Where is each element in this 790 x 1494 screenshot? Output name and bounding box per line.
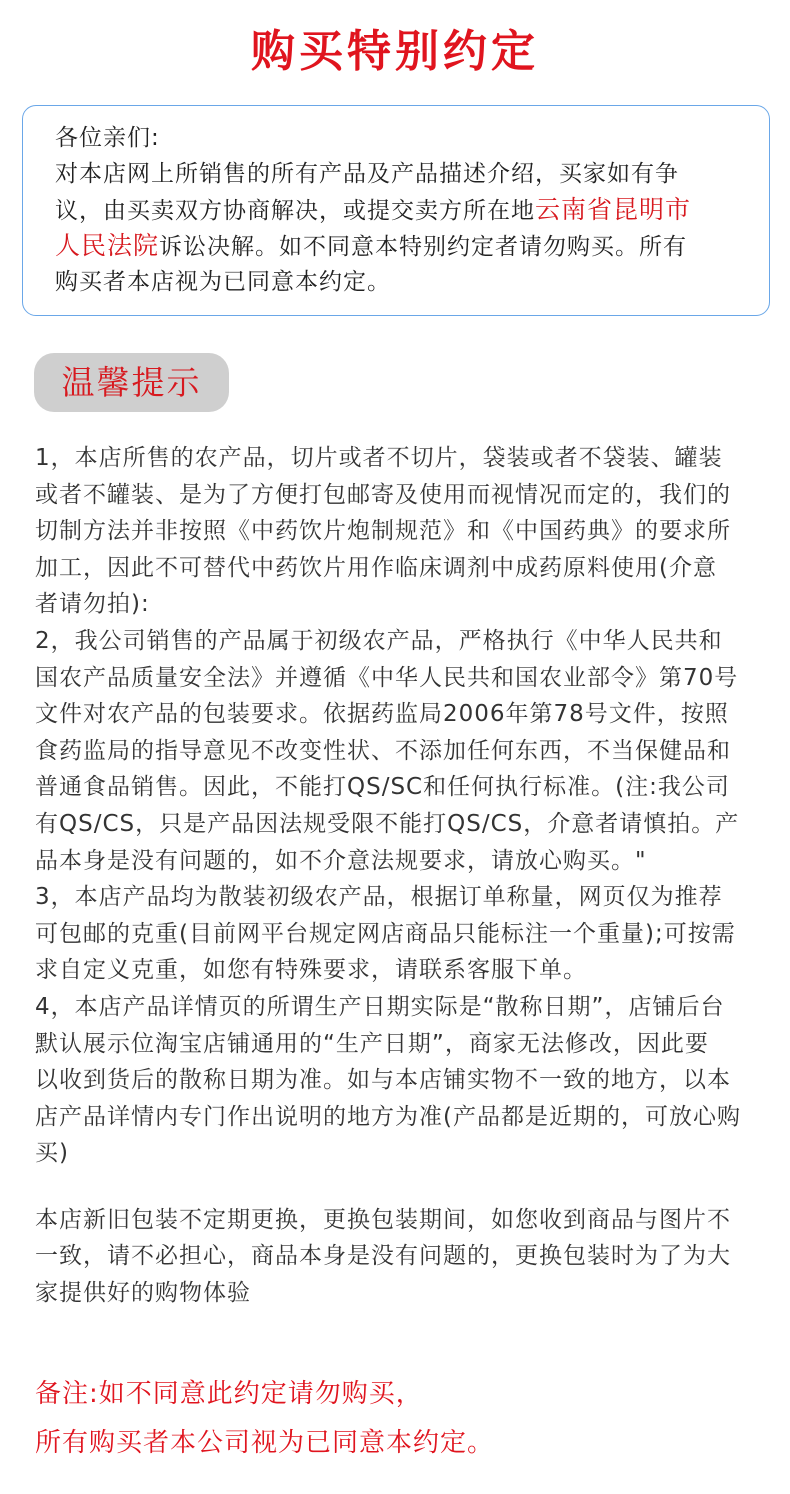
notice-line <box>55 228 691 264</box>
notice-line <box>55 120 691 156</box>
tips-badge: 温馨提示 <box>34 353 229 412</box>
packaging-note <box>35 1202 741 1312</box>
packaging-line: 家提供好的购物体验 <box>35 1280 251 1307</box>
packaging-line: 本店新旧包装不定期更换，更换包装期间，如您收到商品与图片不 <box>35 1206 731 1233</box>
tip-line: 求自定义克重，如您有特殊要求，请联系客服下单。 <box>35 957 587 984</box>
notice-line <box>55 192 691 228</box>
tip-line: 加工，因此不可替代中药饮片用作临床调剂中成药原料使用(介意 <box>35 554 717 581</box>
notice-text-segment: 诉讼决解。如不同意本特别约定者请勿购买。所有 <box>159 234 688 260</box>
tip-line: 默认展示位淘宝店铺通用的“生产日期”，商家无法修改，因此要 <box>35 1030 709 1057</box>
tip-paragraph <box>35 623 741 879</box>
tip-line: 普通食品销售。因此，不能打QS/SC和任何执行标准。(注:我公司 <box>35 774 730 801</box>
remark <box>35 1370 494 1468</box>
tips-body <box>35 440 741 1312</box>
notice-line <box>55 264 691 300</box>
tip-line: 者请勿拍): <box>35 591 150 618</box>
tip-line: 文件对农产品的包装要求。依据药监局2006年第78号文件，按照 <box>35 701 729 728</box>
tip-line: 国农产品质量安全法》并遵循《中华人民共和国农业部令》第70号 <box>35 664 739 691</box>
tip-line: 食药监局的指导意见不改变性状、不添加任何东西，不当保健品和 <box>35 737 731 764</box>
notice-text-segment: 对本店网上所销售的所有产品及产品描述介绍，买家如有争 <box>55 161 679 187</box>
tip-paragraph <box>35 989 741 1172</box>
page-title: 购买特别约定 <box>251 26 539 77</box>
tip-line: 买) <box>35 1140 69 1167</box>
notice-text-segment: 议，由买卖双方协商解决，或提交卖方所在地 <box>55 198 535 224</box>
notice-text-segment: 各位亲们: <box>55 125 160 151</box>
tip-paragraph <box>35 879 741 989</box>
tip-line: 1，本店所售的农产品，切片或者不切片，袋装或者不袋装、罐装 <box>35 445 723 471</box>
tip-line: 店产品详情内专门作出说明的地方为准(产品都是近期的，可放心购 <box>35 1103 741 1130</box>
spacer <box>35 1172 741 1202</box>
packaging-line: 一致，请不必担心，商品本身是没有问题的，更换包装时为了为大 <box>35 1243 731 1270</box>
notice-text-segment: 购买者本店视为已同意本约定。 <box>55 269 391 295</box>
tip-line: 可包邮的克重(目前网平台规定网店商品只能标注一个重量);可按需 <box>35 920 736 947</box>
remark-line: 备注:如不同意此约定请勿购买， <box>35 1379 423 1409</box>
tip-line: 有QS/CS，只是产品因法规受限不能打QS/CS，介意者请慎拍。产 <box>35 810 740 837</box>
tip-line: 以收到货后的散称日期为准。如与本店铺实物不一致的地方，以本 <box>35 1067 731 1094</box>
highlight-text: 人民法院 <box>55 231 160 260</box>
tip-line: 品本身是没有问题的，如不介意法规要求，请放心购买。" <box>35 847 647 874</box>
notice-text <box>55 120 691 300</box>
tip-line: 3，本店产品均为散装初级农产品，根据订单称量，网页仅为推荐 <box>35 884 723 911</box>
highlight-text: 云南省昆明市 <box>535 195 692 224</box>
tip-paragraph <box>35 440 741 623</box>
tip-line: 2，我公司销售的产品属于初级农产品，严格执行《中华人民共和 <box>35 627 723 654</box>
notice-box <box>22 105 770 316</box>
tip-line: 4，本店产品详情页的所谓生产日期实际是“散称日期”，店铺后台 <box>35 993 725 1020</box>
tip-line: 切制方法并非按照《中药饮片炮制规范》和《中国药典》的要求所 <box>35 518 731 545</box>
notice-line <box>55 156 691 192</box>
tip-line: 或者不罐装、是为了方便打包邮寄及使用而视情况而定的，我们的 <box>35 481 731 508</box>
remark-line: 所有购买者本公司视为已同意本约定。 <box>35 1428 495 1458</box>
